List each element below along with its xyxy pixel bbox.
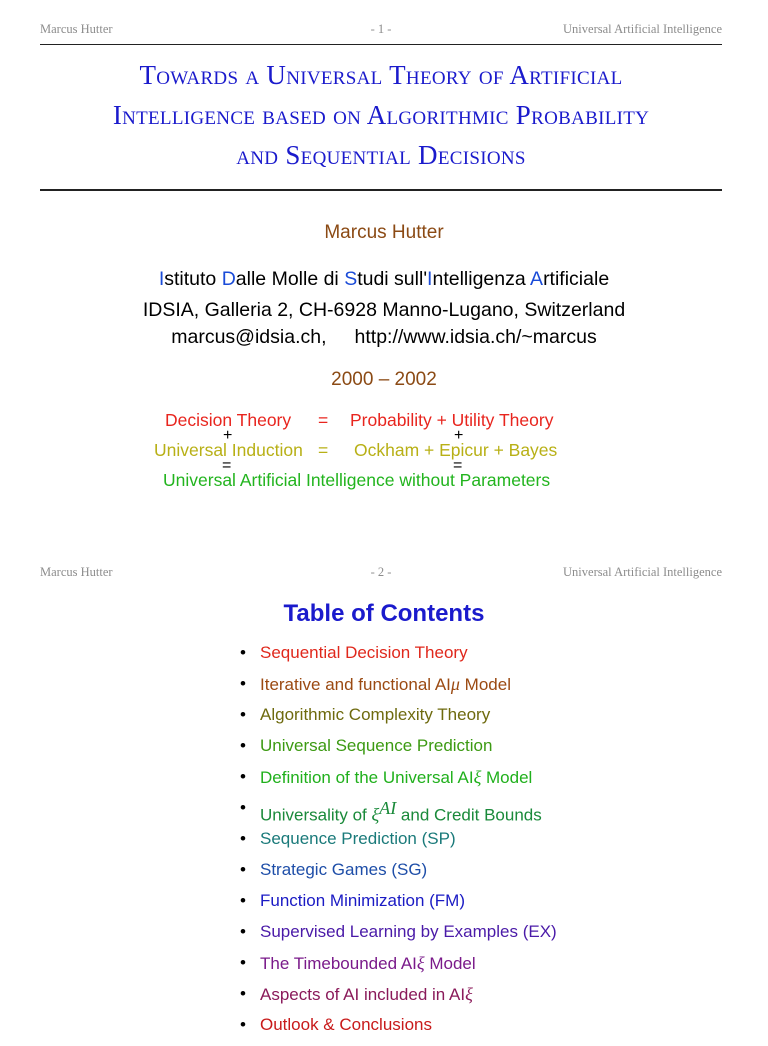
- email-link[interactable]: marcus@idsia.ch,: [171, 326, 327, 348]
- years: 2000 – 2002: [331, 369, 437, 390]
- bullet: •: [240, 984, 246, 1003]
- bullet: •: [240, 922, 246, 941]
- toc-item-text: Universality of: [260, 805, 372, 825]
- eq-plus-right: +: [454, 427, 464, 444]
- institute-initial: I: [158, 268, 165, 290]
- toc-item[interactable]: [240, 891, 557, 922]
- institute-initial: A: [530, 268, 544, 290]
- toc-title: Table of Contents: [283, 600, 485, 627]
- eq-universal-ai: Universal Artificial Intelligence without Parameters: [163, 470, 551, 490]
- toc-item[interactable]: [240, 736, 557, 767]
- toc-item[interactable]: [240, 953, 557, 984]
- toc-item-text: Sequential Decision Theory: [260, 643, 468, 662]
- header-course-title: Universal Artificial Intelligence: [563, 22, 722, 36]
- eq-plus-left: +: [223, 427, 233, 444]
- eq-decision-theory: Decision Theory: [165, 410, 292, 430]
- toc-item[interactable]: [240, 984, 557, 1015]
- title-rule: [40, 189, 722, 191]
- toc-item[interactable]: [240, 1015, 557, 1046]
- eq-equals-left: =: [222, 457, 232, 474]
- math-symbol: ξ: [416, 953, 425, 973]
- toc-item[interactable]: [240, 829, 557, 860]
- toc-item[interactable]: [240, 767, 557, 798]
- math-symbol: μ: [450, 674, 460, 694]
- address: IDSIA, Galleria 2, CH-6928 Manno-Lugano, Switzerland: [142, 299, 626, 321]
- bullet: •: [240, 674, 246, 693]
- header-course-title: Universal Artificial Intelligence: [563, 565, 722, 579]
- institute-word: tudi sull': [357, 268, 428, 290]
- toc-item-text: The Timebounded AI: [260, 954, 417, 973]
- toc-item[interactable]: [240, 798, 557, 829]
- toc-item-text: Supervised Learning by Examples (EX): [260, 922, 557, 941]
- eq-equals-1: =: [318, 410, 329, 430]
- eq-ockham-epicur-bayes: Ockham + Epicur + Bayes: [354, 440, 558, 460]
- institute-word: alle Molle di: [235, 268, 345, 290]
- toc-item[interactable]: [240, 705, 557, 736]
- toc-item-text: Aspects of AI included in AI: [260, 985, 466, 1004]
- slide-title: [40, 55, 722, 175]
- title-line-1: Towards a Universal Theory of Artificial: [139, 60, 623, 90]
- toc-item-text: Algorithmic Complexity Theory: [260, 705, 491, 724]
- contact-line: [0, 326, 768, 349]
- institute-initial: D: [221, 268, 236, 290]
- institute-word: ntelligenza: [432, 268, 531, 290]
- header-author: Marcus Hutter: [40, 22, 113, 36]
- toc-item-text: Model: [481, 768, 533, 787]
- toc-item[interactable]: [240, 643, 557, 674]
- bullet: •: [240, 798, 246, 817]
- bullet: •: [240, 860, 246, 879]
- toc-item-text: Iterative and functional AI: [260, 675, 451, 694]
- header-author: Marcus Hutter: [40, 565, 113, 579]
- bullet: •: [240, 736, 246, 755]
- toc-item[interactable]: [240, 922, 557, 953]
- eq-probability-utility: Probability + Utility Theory: [350, 410, 554, 430]
- homepage-link[interactable]: http://www.idsia.ch/~marcus: [354, 326, 597, 348]
- toc-item-text: Strategic Games (SG): [260, 860, 428, 879]
- toc-item-text: Outlook & Conclusions: [260, 1015, 432, 1034]
- toc-list: [240, 643, 557, 1046]
- title-line-3: and Sequential Decisions: [236, 140, 526, 170]
- math-symbol: ξ: [473, 767, 482, 787]
- bullet: •: [240, 643, 246, 662]
- eq-equals-right: =: [453, 457, 463, 474]
- institute-initial: I: [427, 268, 433, 290]
- toc-item-text: Definition of the Universal AI: [260, 768, 474, 787]
- slide2-header: [40, 565, 722, 583]
- eq-universal-induction: Universal Induction: [154, 440, 303, 460]
- toc-item-text: and Credit Bounds: [396, 805, 542, 825]
- math-superscript: AI: [379, 798, 397, 818]
- title-line-2: Intelligence based on Algorithmic Probability: [112, 100, 650, 130]
- toc-item-text: Function Minimization (FM): [260, 891, 465, 910]
- header-page-number: - 2 -: [370, 565, 392, 579]
- institute-word: rtificiale: [543, 268, 610, 290]
- bullet: •: [240, 1015, 246, 1034]
- toc-item[interactable]: [240, 674, 557, 705]
- institute-name: [0, 268, 768, 291]
- bullet: •: [240, 829, 246, 848]
- slide1-header: [40, 22, 722, 40]
- author-name: Marcus Hutter: [324, 222, 444, 243]
- header-rule: [40, 44, 722, 45]
- bullet: •: [240, 953, 246, 972]
- math-symbol: ξ: [465, 984, 473, 1004]
- header-page-number: - 1 -: [370, 22, 392, 36]
- bullet: •: [240, 767, 246, 786]
- toc-item-text: Sequence Prediction (SP): [260, 829, 456, 848]
- toc-item-text: Model: [424, 954, 476, 973]
- institute-initial: S: [344, 268, 358, 290]
- toc-item[interactable]: [240, 860, 557, 891]
- bullet: •: [240, 891, 246, 910]
- toc-item-text: Model: [459, 675, 511, 694]
- math-symbol: ξ: [371, 804, 380, 825]
- eq-equals-2: =: [318, 440, 329, 460]
- toc-item-text: Universal Sequence Prediction: [260, 736, 493, 755]
- institute-word: stituto: [164, 268, 222, 290]
- bullet: •: [240, 705, 246, 724]
